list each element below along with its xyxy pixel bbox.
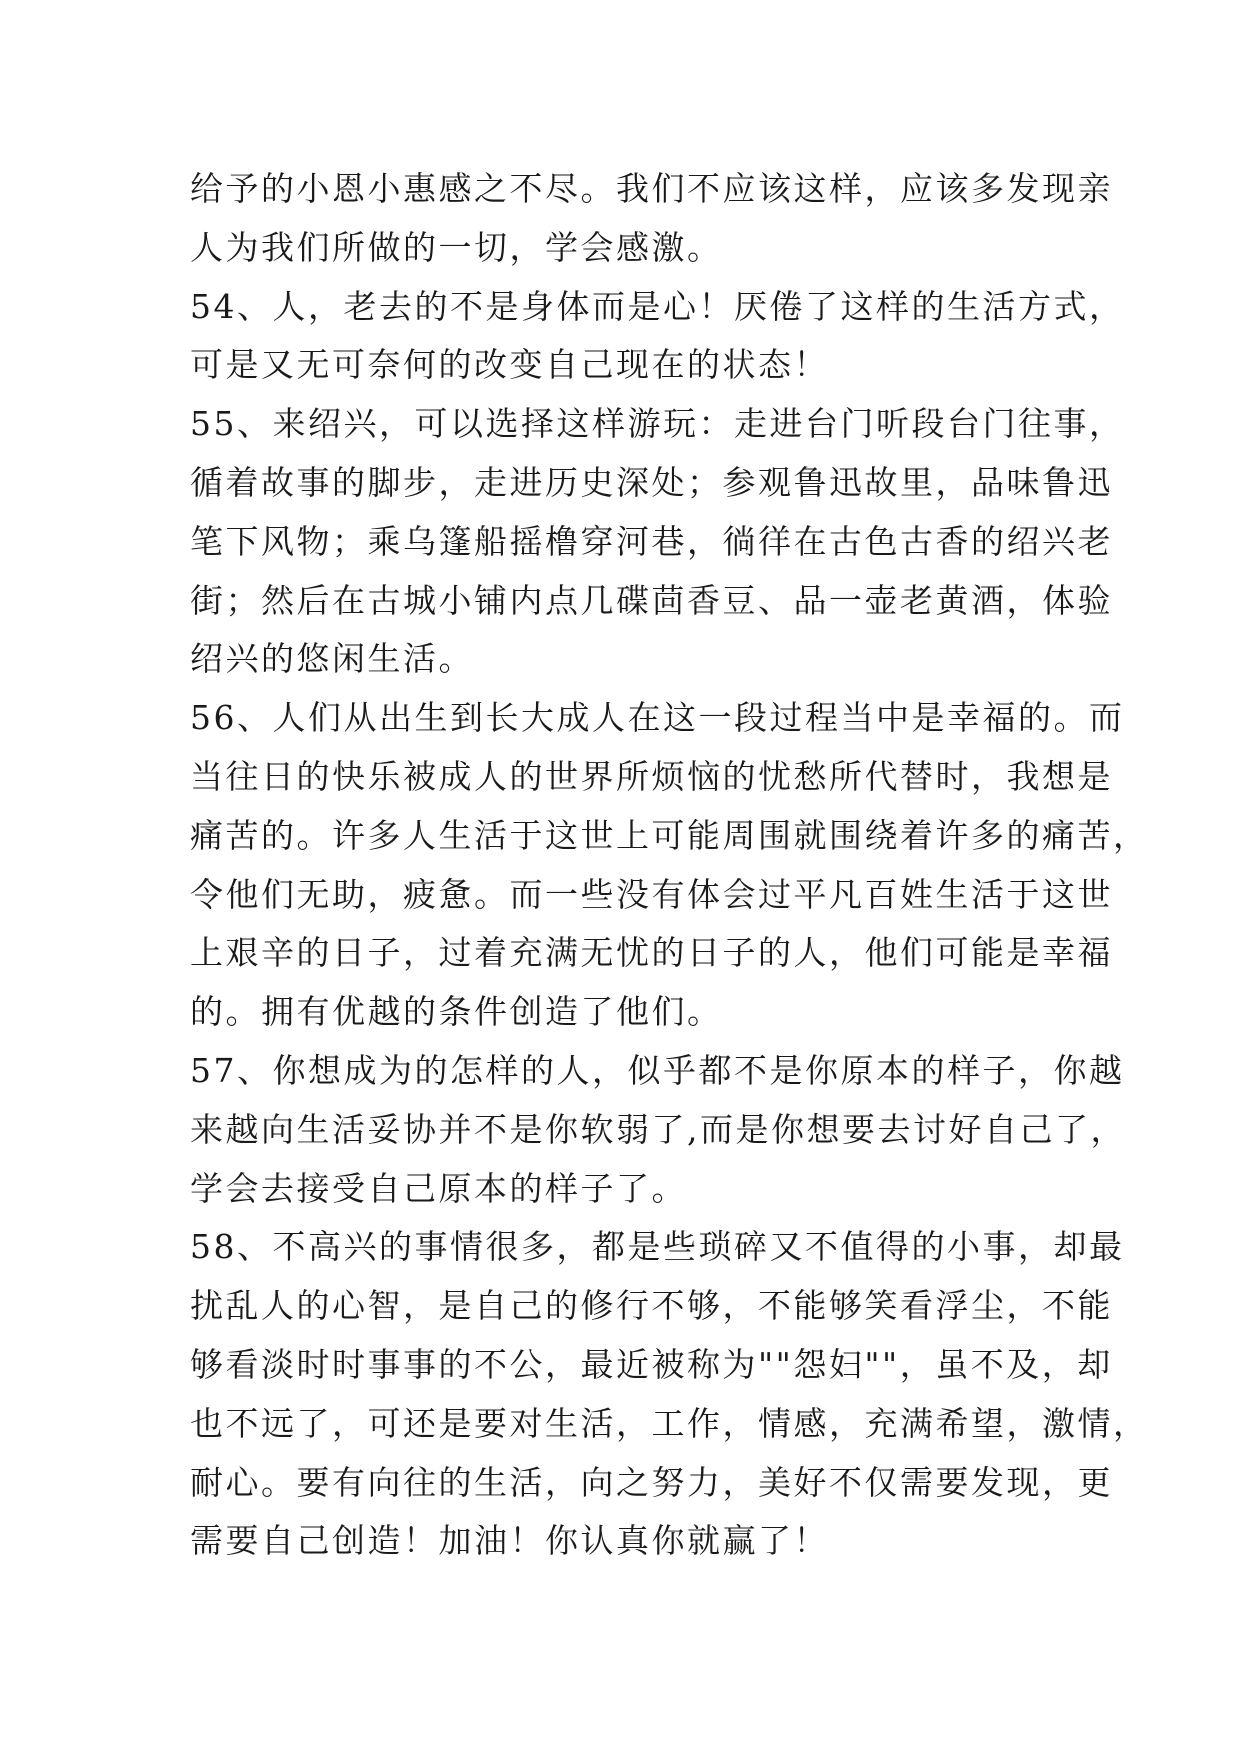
paragraph-53-continued [190,160,1113,278]
text-line: 街；然后在古城小铺内点几碟茴香豆、品一壶老黄酒，体验 [190,580,1113,620]
text-line: 54、人，老去的不是身体而是心！厌倦了这样的生活方式， [190,286,1125,326]
text-line: 来越向生活妥协并不是你软弱了,而是你想要去讨好自己了， [190,1109,1126,1149]
body-text [190,160,1149,1571]
paragraph-55 [190,395,1125,689]
text-line: 也不远了，可还是要对生活，工作，情感，充满希望，激情， [190,1403,1149,1443]
text-line: 绍兴的悠闲生活。 [190,639,474,679]
text-line: 痛苦的。许多人生活于这世上可能周围就围绕着许多的痛苦， [190,815,1149,855]
text-line: 够看淡时时事事的不公，最近被称为""怨妇""，虽不及，却 [190,1344,1113,1384]
paragraph-57 [190,1042,1126,1218]
text-line: 令他们无助，疲惫。而一些没有体会过平凡百姓生活于这世 [190,874,1113,914]
text-line: 可是又无可奈何的改变自己现在的状态！ [190,345,829,385]
text-line: 57、你想成为的怎样的人，似乎都不是你原本的样子，你越 [190,1050,1125,1090]
text-line: 笔下风物；乘乌篷船摇橹穿河巷，徜徉在古色古香的绍兴老 [190,521,1113,561]
text-line: 55、来绍兴，可以选择这样游玩：走进台门听段台门往事， [190,404,1125,444]
text-line: 的。拥有优越的条件创造了他们。 [190,992,723,1032]
paragraph-54 [190,278,1125,396]
text-line: 给予的小恩小惠感之不尽。我们不应该这样，应该多发现亲 [190,169,1113,208]
text-line: 需要自己创造！加油！你认真你就赢了！ [190,1521,829,1561]
text-line: 当往日的快乐被成人的世界所烦恼的忧愁所代替时，我想是 [190,756,1113,796]
text-line: 循着故事的脚步，走进历史深处；参观鲁迅故里，品味鲁迅 [190,462,1113,502]
text-line: 58、不高兴的事情很多，都是些琐碎又不值得的小事，却最 [190,1227,1125,1267]
paragraph-56 [190,689,1149,1042]
text-line: 人为我们所做的一切，学会感激。 [190,227,723,267]
text-line: 56、人们从出生到长大成人在这一段过程当中是幸福的。而 [190,698,1125,738]
paragraph-58 [190,1218,1149,1571]
text-line: 上艰辛的日子，过着充满无忧的日子的人，他们可能是幸福 [190,933,1113,973]
text-line: 学会去接受自己原本的样子了。 [190,1168,687,1208]
text-line: 耐心。要有向往的生活，向之努力，美好不仅需要发现，更 [190,1462,1113,1502]
text-line: 扰乱人的心智，是自己的修行不够，不能够笑看浮尘，不能 [190,1286,1113,1326]
